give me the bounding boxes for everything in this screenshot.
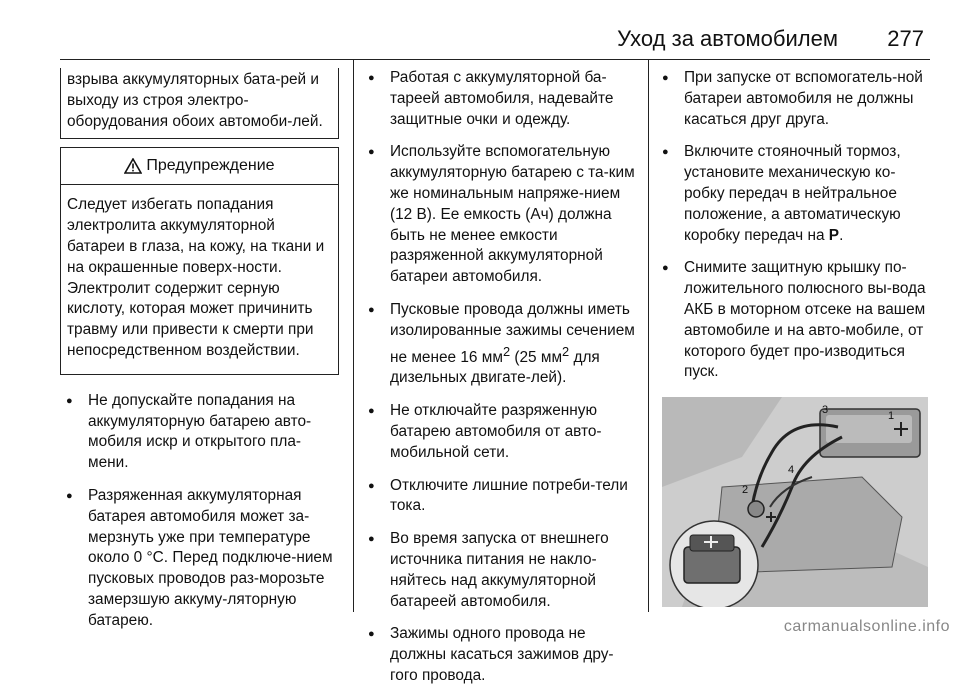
warning-title: Предупреждение <box>146 156 275 174</box>
column-divider-2 <box>648 60 649 612</box>
cable-text-part3: для дизельных двигате-лей). <box>390 348 600 387</box>
callout-3: 3 <box>822 404 829 417</box>
battery-icon <box>820 409 920 457</box>
list-item: ● При запуске от вспомогатель-ной батареи автомобиля не должны касаться друг друга. <box>656 68 932 130</box>
list-item: ● Используйте вспомогательную аккумуляторную батарею с та-ким же номинальным напряже-нием (12 В). Ее емкость (Ач) должна быть не менее емкости разряженной аккумуляторной батареи автомобиля. <box>362 142 640 288</box>
warning-text: Следует избегать попадания электролита аккумуляторной батареи в глаза, на кожу, на ткани и на окрашенные поверх-ности. Электролит содержит серную кислоту, которая может причинить травму или привести к смерти при непосредственном воздействии. <box>67 196 325 359</box>
list-item: ● Отключите лишние потреби-тели тока. <box>362 476 640 518</box>
warning-body <box>61 185 338 373</box>
bullet-list-col3 <box>656 68 932 383</box>
callout-1: 1 <box>888 410 895 423</box>
cable-text-part2: (25 мм <box>510 348 563 366</box>
continued-text: взрыва аккумуляторных бата-рей и выходу из строя электро-оборудования обоих автомоби-лей. <box>67 71 323 130</box>
page-number: 277 <box>887 26 924 51</box>
page-header <box>60 22 930 60</box>
callout-4: 4 <box>788 464 795 477</box>
superscript-1: 2 <box>502 343 511 359</box>
list-item-gear <box>656 142 932 246</box>
warning-triangle-icon <box>124 158 142 174</box>
list-item: ● Зажимы одного провода не должны касаться зажимов дру-гого провода. <box>362 624 640 686</box>
gear-p: P <box>828 226 840 244</box>
jump-start-diagram <box>662 397 928 607</box>
list-item: ● Работая с аккумуляторной ба-тареей автомобиля, надевайте защитные очки и одежду. <box>362 68 640 130</box>
page-title: Уход за автомобилем <box>617 26 838 51</box>
watermark: carmanualsonline.info <box>783 618 950 635</box>
list-item: ● Не допускайте попадания на аккумуляторную батарею авто-мобиля искр и открытого пла-мени. <box>60 391 339 474</box>
warning-header <box>61 148 338 185</box>
warning-box <box>60 147 339 374</box>
list-item: ● Во время запуска от внешнего источника питания не накло-няйтесь над аккумуляторной батареей автомобиля. <box>362 529 640 612</box>
column-divider-1 <box>353 60 354 612</box>
cable-text-part1: Пусковые провода должны иметь изолированные зажимы сечением не менее 16 мм <box>390 300 635 366</box>
list-item: ● Снимите защитную крышку по-ложительного полюсного вы-вода АКБ в моторном отсеке на вашем автомобиле и на авто-мобиле, от которого будет про-изводиться пуск. <box>656 258 932 383</box>
callout-2: 2 <box>742 484 749 497</box>
continued-box <box>60 68 339 139</box>
list-item: ● Разряженная аккумуляторная батарея автомобиля может за-мерзнуть уже при температуре около 0 °C. Перед подключе-нием пусковых проводов раз-морозьте замерзшую аккуму-ляторную батарею. <box>60 486 339 632</box>
list-item: ● Не отключайте разряженную батарею автомобиля от авто-мобильной сети. <box>362 401 640 463</box>
terminal-detail-inset <box>670 521 758 607</box>
column-3 <box>656 68 932 607</box>
header-rule <box>60 59 930 60</box>
bullet-list-col1 <box>60 391 339 632</box>
column-1 <box>60 68 339 644</box>
column-2 <box>362 68 640 699</box>
gear-text-end: . <box>839 226 844 244</box>
gear-text: Включите стояночный тормоз, установите механическую ко-робку передач в нейтральное положение, а автоматическую коробку передач на <box>684 143 901 244</box>
engine-bay-illustration <box>662 397 928 607</box>
list-item-cable-section <box>362 300 640 389</box>
bullet-list-col2 <box>362 68 640 687</box>
superscript-2: 2 <box>562 343 570 359</box>
